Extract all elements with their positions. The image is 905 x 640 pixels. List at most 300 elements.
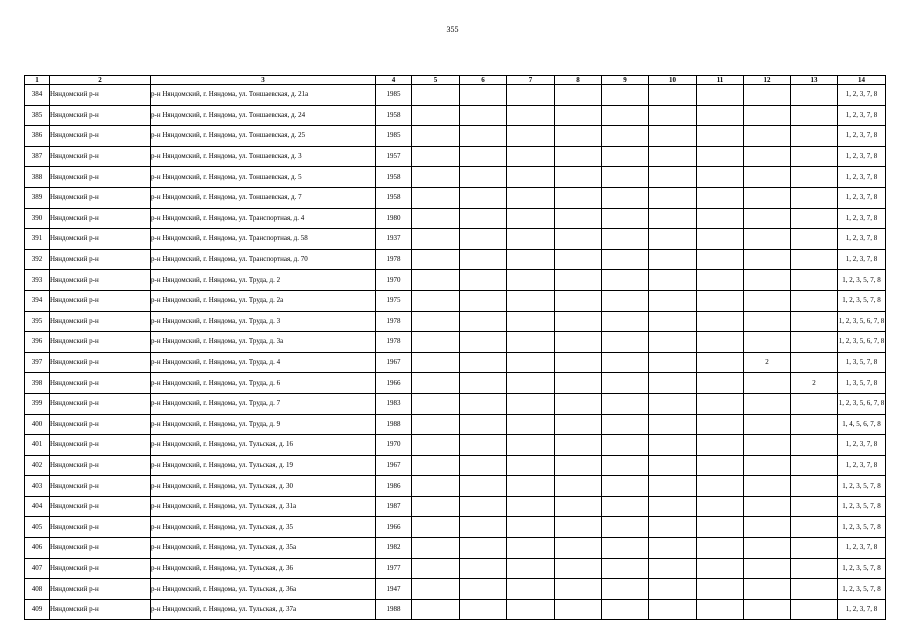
column-header: 11 xyxy=(697,76,744,85)
col7-cell xyxy=(507,496,555,517)
year-cell: 1982 xyxy=(376,538,412,559)
district-cell: Няндомский р-н xyxy=(50,332,151,353)
col6-cell xyxy=(460,311,507,332)
row-number: 399 xyxy=(25,393,50,414)
col10-cell xyxy=(649,476,697,497)
district-cell: Няндомский р-н xyxy=(50,558,151,579)
col5-cell xyxy=(412,290,460,311)
district-cell: Няндомский р-н xyxy=(50,249,151,270)
year-cell: 1967 xyxy=(376,455,412,476)
col11-cell xyxy=(697,187,744,208)
district-cell: Няндомский р-н xyxy=(50,435,151,456)
year-cell: 1985 xyxy=(376,85,412,106)
col8-cell xyxy=(555,105,602,126)
col6-cell xyxy=(460,435,507,456)
row-number: 398 xyxy=(25,373,50,394)
register-table xyxy=(24,75,886,620)
col10-cell xyxy=(649,105,697,126)
row-number: 403 xyxy=(25,476,50,497)
col11-cell xyxy=(697,146,744,167)
col12-cell xyxy=(744,105,791,126)
table-row xyxy=(25,435,886,456)
col11-cell xyxy=(697,85,744,106)
col6-cell xyxy=(460,352,507,373)
col13-cell xyxy=(791,496,838,517)
address-cell: р-н Няндомский, г. Няндома, ул. Тоншаевская, д. 21а xyxy=(151,85,376,106)
col6-cell xyxy=(460,414,507,435)
row-number: 396 xyxy=(25,332,50,353)
address-cell: р-н Няндомский, г. Няндома, ул. Тульская, д. 16 xyxy=(151,435,376,456)
col9-cell xyxy=(602,476,649,497)
page-number: 355 xyxy=(446,25,459,34)
col9-cell xyxy=(602,496,649,517)
col12-cell xyxy=(744,229,791,250)
col7-cell xyxy=(507,332,555,353)
codes-cell: 1, 2, 3, 5, 7, 8 xyxy=(838,496,886,517)
col9-cell xyxy=(602,393,649,414)
col12-cell xyxy=(744,435,791,456)
codes-cell: 1, 2, 3, 7, 8 xyxy=(838,538,886,559)
col7-cell xyxy=(507,249,555,270)
col13-cell xyxy=(791,352,838,373)
col5-cell xyxy=(412,229,460,250)
codes-cell: 1, 2, 3, 7, 8 xyxy=(838,599,886,620)
table-row xyxy=(25,187,886,208)
col10-cell xyxy=(649,393,697,414)
col10-cell xyxy=(649,332,697,353)
col7-cell xyxy=(507,517,555,538)
col12-cell xyxy=(744,126,791,147)
col9-cell xyxy=(602,146,649,167)
col11-cell xyxy=(697,393,744,414)
col8-cell xyxy=(555,311,602,332)
table-row xyxy=(25,332,886,353)
col7-cell xyxy=(507,455,555,476)
header-row xyxy=(25,76,886,85)
col6-cell xyxy=(460,579,507,600)
row-number: 409 xyxy=(25,599,50,620)
address-cell: р-н Няндомский, г. Няндома, ул. Тульская, д. 35 xyxy=(151,517,376,538)
col12-cell xyxy=(744,167,791,188)
col11-cell xyxy=(697,229,744,250)
year-cell: 1988 xyxy=(376,599,412,620)
address-cell: р-н Няндомский, г. Няндома, ул. Тоншаевская, д. 24 xyxy=(151,105,376,126)
col5-cell xyxy=(412,435,460,456)
district-cell: Няндомский р-н xyxy=(50,455,151,476)
col6-cell xyxy=(460,126,507,147)
district-cell: Няндомский р-н xyxy=(50,187,151,208)
address-cell: р-н Няндомский, г. Няндома, ул. Тоншаевская, д. 3 xyxy=(151,146,376,167)
col6-cell xyxy=(460,517,507,538)
col5-cell xyxy=(412,311,460,332)
col11-cell xyxy=(697,517,744,538)
col9-cell xyxy=(602,85,649,106)
col10-cell xyxy=(649,496,697,517)
col10-cell xyxy=(649,352,697,373)
year-cell: 1966 xyxy=(376,517,412,538)
table-row xyxy=(25,146,886,167)
col8-cell xyxy=(555,352,602,373)
col11-cell xyxy=(697,167,744,188)
col10-cell xyxy=(649,414,697,435)
col5-cell xyxy=(412,393,460,414)
column-header: 13 xyxy=(791,76,838,85)
district-cell: Няндомский р-н xyxy=(50,373,151,394)
col13-cell xyxy=(791,290,838,311)
col13-cell xyxy=(791,332,838,353)
col8-cell xyxy=(555,229,602,250)
col13-cell xyxy=(791,599,838,620)
col5-cell xyxy=(412,126,460,147)
table-row xyxy=(25,393,886,414)
col7-cell xyxy=(507,558,555,579)
col6-cell xyxy=(460,270,507,291)
col8-cell xyxy=(555,393,602,414)
col11-cell xyxy=(697,579,744,600)
col13-cell xyxy=(791,414,838,435)
table-row xyxy=(25,517,886,538)
row-number: 388 xyxy=(25,167,50,188)
table-row xyxy=(25,229,886,250)
table-row xyxy=(25,290,886,311)
col13-cell xyxy=(791,229,838,250)
codes-cell: 1, 2, 3, 5, 6, 7, 8 xyxy=(838,311,886,332)
table-row xyxy=(25,558,886,579)
col11-cell xyxy=(697,414,744,435)
col5-cell xyxy=(412,476,460,497)
row-number: 394 xyxy=(25,290,50,311)
col12-cell xyxy=(744,332,791,353)
row-number: 405 xyxy=(25,517,50,538)
col12-cell xyxy=(744,414,791,435)
row-number: 404 xyxy=(25,496,50,517)
row-number: 387 xyxy=(25,146,50,167)
col6-cell xyxy=(460,105,507,126)
col7-cell xyxy=(507,373,555,394)
col5-cell xyxy=(412,270,460,291)
col6-cell xyxy=(460,332,507,353)
table-row xyxy=(25,249,886,270)
col8-cell xyxy=(555,414,602,435)
col10-cell xyxy=(649,270,697,291)
year-cell: 1980 xyxy=(376,208,412,229)
col6-cell xyxy=(460,167,507,188)
col7-cell xyxy=(507,85,555,106)
col5-cell xyxy=(412,105,460,126)
col8-cell xyxy=(555,85,602,106)
table-row xyxy=(25,85,886,106)
codes-cell: 1, 2, 3, 5, 7, 8 xyxy=(838,517,886,538)
district-cell: Няндомский р-н xyxy=(50,517,151,538)
col11-cell xyxy=(697,270,744,291)
col10-cell xyxy=(649,373,697,394)
row-number: 397 xyxy=(25,352,50,373)
col13-cell xyxy=(791,558,838,579)
column-header: 8 xyxy=(555,76,602,85)
year-cell: 1958 xyxy=(376,105,412,126)
address-cell: р-н Няндомский, г. Няндома, ул. Тульская, д. 36а xyxy=(151,579,376,600)
codes-cell: 1, 4, 5, 6, 7, 8 xyxy=(838,414,886,435)
address-cell: р-н Няндомский, г. Няндома, ул. Труда, д. 9 xyxy=(151,414,376,435)
row-number: 393 xyxy=(25,270,50,291)
col13-cell xyxy=(791,208,838,229)
table-row xyxy=(25,496,886,517)
year-cell: 1983 xyxy=(376,393,412,414)
col11-cell xyxy=(697,538,744,559)
column-header: 7 xyxy=(507,76,555,85)
col8-cell xyxy=(555,249,602,270)
codes-cell: 1, 2, 3, 7, 8 xyxy=(838,435,886,456)
col12-cell xyxy=(744,270,791,291)
col11-cell xyxy=(697,332,744,353)
codes-cell: 1, 2, 3, 7, 8 xyxy=(838,187,886,208)
col6-cell xyxy=(460,187,507,208)
row-number: 390 xyxy=(25,208,50,229)
col10-cell xyxy=(649,187,697,208)
table-row xyxy=(25,373,886,394)
district-cell: Няндомский р-н xyxy=(50,167,151,188)
col12-cell xyxy=(744,579,791,600)
column-header: 10 xyxy=(649,76,697,85)
district-cell: Няндомский р-н xyxy=(50,208,151,229)
col13-cell xyxy=(791,167,838,188)
col10-cell xyxy=(649,249,697,270)
col6-cell xyxy=(460,229,507,250)
year-cell: 1987 xyxy=(376,496,412,517)
col12-cell xyxy=(744,517,791,538)
row-number: 400 xyxy=(25,414,50,435)
col6-cell xyxy=(460,85,507,106)
year-cell: 1947 xyxy=(376,579,412,600)
col12-cell xyxy=(744,496,791,517)
col12-cell xyxy=(744,558,791,579)
col8-cell xyxy=(555,435,602,456)
col6-cell xyxy=(460,146,507,167)
codes-cell: 1, 2, 3, 7, 8 xyxy=(838,167,886,188)
col10-cell xyxy=(649,229,697,250)
col9-cell xyxy=(602,414,649,435)
col5-cell xyxy=(412,373,460,394)
col13-cell xyxy=(791,105,838,126)
table-row xyxy=(25,311,886,332)
year-cell: 1970 xyxy=(376,435,412,456)
year-cell: 1977 xyxy=(376,558,412,579)
col7-cell xyxy=(507,187,555,208)
address-cell: р-н Няндомский, г. Няндома, ул. Труда, д. 4 xyxy=(151,352,376,373)
district-cell: Няндомский р-н xyxy=(50,126,151,147)
year-cell: 1978 xyxy=(376,311,412,332)
col8-cell xyxy=(555,579,602,600)
col9-cell xyxy=(602,311,649,332)
codes-cell: 1, 2, 3, 7, 8 xyxy=(838,126,886,147)
col10-cell xyxy=(649,455,697,476)
col9-cell xyxy=(602,517,649,538)
codes-cell: 1, 2, 3, 7, 8 xyxy=(838,455,886,476)
row-number: 402 xyxy=(25,455,50,476)
district-cell: Няндомский р-н xyxy=(50,393,151,414)
col13-cell xyxy=(791,579,838,600)
col13-cell xyxy=(791,146,838,167)
col5-cell xyxy=(412,496,460,517)
col8-cell xyxy=(555,167,602,188)
col5-cell xyxy=(412,85,460,106)
col9-cell xyxy=(602,558,649,579)
col9-cell xyxy=(602,249,649,270)
col12-cell xyxy=(744,290,791,311)
col12-cell xyxy=(744,146,791,167)
address-cell: р-н Няндомский, г. Няндома, ул. Тульская, д. 37а xyxy=(151,599,376,620)
table-row xyxy=(25,579,886,600)
row-number: 389 xyxy=(25,187,50,208)
col10-cell xyxy=(649,146,697,167)
codes-cell: 1, 3, 5, 7, 8 xyxy=(838,373,886,394)
year-cell: 1988 xyxy=(376,414,412,435)
col10-cell xyxy=(649,85,697,106)
col9-cell xyxy=(602,455,649,476)
address-cell: р-н Няндомский, г. Няндома, ул. Труда, д. 2а xyxy=(151,290,376,311)
col7-cell xyxy=(507,270,555,291)
col9-cell xyxy=(602,435,649,456)
col9-cell xyxy=(602,167,649,188)
col9-cell xyxy=(602,352,649,373)
column-header: 1 xyxy=(25,76,50,85)
col13-cell: 2 xyxy=(791,373,838,394)
col6-cell xyxy=(460,290,507,311)
col9-cell xyxy=(602,208,649,229)
col6-cell xyxy=(460,476,507,497)
col6-cell xyxy=(460,455,507,476)
col6-cell xyxy=(460,538,507,559)
col13-cell xyxy=(791,455,838,476)
table-row xyxy=(25,208,886,229)
col11-cell xyxy=(697,352,744,373)
table-body xyxy=(25,85,886,620)
district-cell: Няндомский р-н xyxy=(50,146,151,167)
col10-cell xyxy=(649,167,697,188)
col9-cell xyxy=(602,105,649,126)
district-cell: Няндомский р-н xyxy=(50,352,151,373)
col13-cell xyxy=(791,187,838,208)
col13-cell xyxy=(791,311,838,332)
col10-cell xyxy=(649,579,697,600)
col13-cell xyxy=(791,476,838,497)
col7-cell xyxy=(507,167,555,188)
address-cell: р-н Няндомский, г. Няндома, ул. Труда, д. 2 xyxy=(151,270,376,291)
column-header: 9 xyxy=(602,76,649,85)
col7-cell xyxy=(507,311,555,332)
address-cell: р-н Няндомский, г. Няндома, ул. Труда, д. 7 xyxy=(151,393,376,414)
col11-cell xyxy=(697,249,744,270)
col7-cell xyxy=(507,435,555,456)
district-cell: Няндомский р-н xyxy=(50,311,151,332)
col6-cell xyxy=(460,599,507,620)
col12-cell xyxy=(744,187,791,208)
col7-cell xyxy=(507,414,555,435)
codes-cell: 1, 2, 3, 7, 8 xyxy=(838,229,886,250)
col12-cell xyxy=(744,599,791,620)
row-number: 408 xyxy=(25,579,50,600)
codes-cell: 1, 2, 3, 7, 8 xyxy=(838,85,886,106)
col7-cell xyxy=(507,229,555,250)
col8-cell xyxy=(555,146,602,167)
col6-cell xyxy=(460,496,507,517)
col5-cell xyxy=(412,332,460,353)
col5-cell xyxy=(412,414,460,435)
address-cell: р-н Няндомский, г. Няндома, ул. Тульская, д. 36 xyxy=(151,558,376,579)
col5-cell xyxy=(412,455,460,476)
table-row xyxy=(25,538,886,559)
column-header: 5 xyxy=(412,76,460,85)
codes-cell: 1, 2, 3, 5, 7, 8 xyxy=(838,558,886,579)
codes-cell: 1, 2, 3, 5, 7, 8 xyxy=(838,579,886,600)
col12-cell xyxy=(744,208,791,229)
column-header: 14 xyxy=(838,76,886,85)
col8-cell xyxy=(555,599,602,620)
col7-cell xyxy=(507,146,555,167)
year-cell: 1986 xyxy=(376,476,412,497)
col12-cell: 2 xyxy=(744,352,791,373)
col10-cell xyxy=(649,558,697,579)
col6-cell xyxy=(460,393,507,414)
col8-cell xyxy=(555,496,602,517)
col8-cell xyxy=(555,270,602,291)
col12-cell xyxy=(744,476,791,497)
col5-cell xyxy=(412,558,460,579)
col11-cell xyxy=(697,373,744,394)
column-header: 2 xyxy=(50,76,151,85)
col6-cell xyxy=(460,208,507,229)
district-cell: Няндомский р-н xyxy=(50,538,151,559)
col12-cell xyxy=(744,249,791,270)
table-row xyxy=(25,126,886,147)
col8-cell xyxy=(555,558,602,579)
col8-cell xyxy=(555,517,602,538)
address-cell: р-н Няндомский, г. Няндома, ул. Транспортная, д. 4 xyxy=(151,208,376,229)
col12-cell xyxy=(744,393,791,414)
row-number: 392 xyxy=(25,249,50,270)
col5-cell xyxy=(412,352,460,373)
col10-cell xyxy=(649,311,697,332)
row-number: 386 xyxy=(25,126,50,147)
col12-cell xyxy=(744,311,791,332)
col10-cell xyxy=(649,538,697,559)
address-cell: р-н Няндомский, г. Няндома, ул. Тоншаевская, д. 7 xyxy=(151,187,376,208)
col13-cell xyxy=(791,538,838,559)
col9-cell xyxy=(602,270,649,291)
col10-cell xyxy=(649,208,697,229)
col8-cell xyxy=(555,332,602,353)
col9-cell xyxy=(602,126,649,147)
table-row xyxy=(25,167,886,188)
col12-cell xyxy=(744,538,791,559)
col9-cell xyxy=(602,538,649,559)
col7-cell xyxy=(507,599,555,620)
address-cell: р-н Няндомский, г. Няндома, ул. Тоншаевская, д. 25 xyxy=(151,126,376,147)
table-row xyxy=(25,476,886,497)
district-cell: Няндомский р-н xyxy=(50,414,151,435)
col5-cell xyxy=(412,538,460,559)
district-cell: Няндомский р-н xyxy=(50,229,151,250)
col13-cell xyxy=(791,393,838,414)
district-cell: Няндомский р-н xyxy=(50,105,151,126)
col7-cell xyxy=(507,352,555,373)
col7-cell xyxy=(507,290,555,311)
row-number: 401 xyxy=(25,435,50,456)
address-cell: р-н Няндомский, г. Няндома, ул. Транспортная, д. 70 xyxy=(151,249,376,270)
col6-cell xyxy=(460,558,507,579)
col7-cell xyxy=(507,208,555,229)
col13-cell xyxy=(791,517,838,538)
